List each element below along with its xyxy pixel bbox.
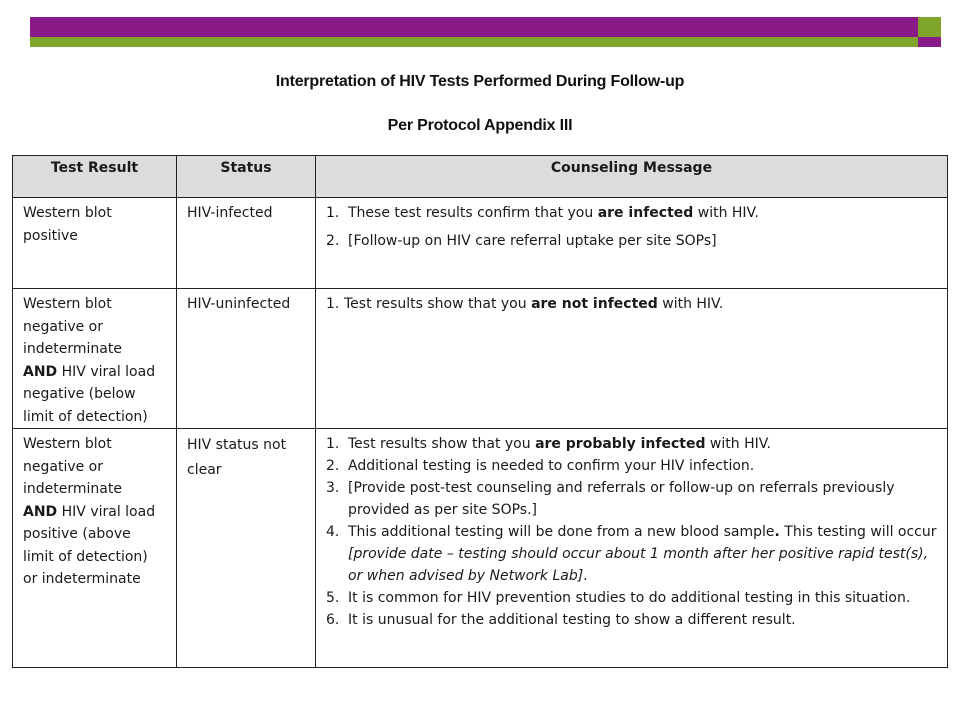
- text-run: .: [774, 524, 780, 540]
- message-item: [326, 230, 939, 252]
- text-run: with HIV.: [705, 436, 771, 452]
- counseling-cell: [316, 429, 948, 668]
- text-run: [Provide post-test counseling and referrals or follow-up on referrals previously provided as per site SOPs.]: [348, 480, 895, 518]
- message-list: [326, 293, 939, 315]
- text-run: AND: [23, 363, 58, 380]
- table-row: [13, 429, 948, 668]
- message-number: 1.: [326, 436, 340, 452]
- message-item: [326, 455, 939, 477]
- message-list: [326, 202, 939, 252]
- text-run: indeterminate: [23, 341, 122, 357]
- text-run: with HIV.: [693, 205, 759, 221]
- table-header-row: [13, 156, 948, 198]
- message-item: [326, 433, 939, 455]
- message-number: 3.: [326, 480, 340, 496]
- status-text: HIV-uninfected: [187, 296, 291, 312]
- text-run: Test results show that you: [344, 296, 532, 312]
- message-text: [348, 230, 939, 252]
- message-number: 2.: [326, 458, 340, 474]
- header-square-purple: [918, 37, 941, 47]
- text-run: are infected: [597, 205, 694, 221]
- header-square-green: [918, 17, 941, 37]
- test-result-cell: [13, 429, 177, 668]
- status-text: HIV status not: [187, 437, 287, 453]
- test-result-line: [23, 456, 168, 479]
- test-result-line: [23, 478, 168, 501]
- text-run: [provide date – testing should occur about 1 month after her positive rapid test(s), or when advised by Network Lab]: [348, 546, 929, 584]
- text-run: HIV viral load: [57, 503, 156, 520]
- text-run: are not infected: [531, 296, 658, 312]
- header-status: Status: [177, 156, 316, 198]
- message-text: [348, 477, 939, 521]
- test-result-line: [23, 523, 168, 546]
- message-item: [326, 521, 939, 587]
- text-run: or indeterminate: [23, 571, 141, 587]
- message-text: [348, 521, 939, 587]
- counseling-cell: [316, 198, 948, 289]
- text-run: It is unusual for the additional testing to show a different result.: [348, 612, 796, 628]
- text-run: negative (below: [23, 386, 136, 402]
- message-item: [326, 293, 939, 315]
- text-run: are probably infected: [535, 436, 706, 452]
- message-number: 1.: [326, 205, 340, 221]
- text-run: HIV viral load: [57, 363, 156, 380]
- status-text: clear: [187, 462, 222, 478]
- text-run: These test results confirm that you: [348, 205, 598, 221]
- message-item: [326, 477, 939, 521]
- test-result-line: [23, 338, 168, 361]
- status-text: HIV-infected: [187, 205, 273, 221]
- message-item: [326, 587, 939, 609]
- text-run: It is common for HIV prevention studies to do additional testing in this situation.: [348, 590, 911, 606]
- test-result-line: [23, 501, 168, 524]
- text-run: [Follow-up on HIV care referral uptake per site SOPs]: [348, 233, 717, 249]
- test-result-line: positive: [23, 227, 78, 244]
- message-number: 5.: [326, 590, 340, 606]
- interpretation-table: [12, 155, 948, 668]
- header-test-result: Test Result: [13, 156, 177, 198]
- text-run: positive (above: [23, 526, 131, 542]
- test-result-line: Western blot: [23, 205, 112, 221]
- text-run: Additional testing is needed to confirm your HIV infection.: [348, 458, 755, 474]
- table-row: [13, 198, 948, 289]
- message-number: 4.: [326, 524, 340, 540]
- table-row: [13, 289, 948, 429]
- message-text: [348, 202, 939, 224]
- text-run: limit of detection): [23, 548, 148, 565]
- header-bar-purple: [30, 17, 918, 37]
- text-run: with HIV.: [657, 296, 724, 312]
- text-run: AND: [23, 503, 58, 520]
- test-result-lines: [13, 429, 176, 591]
- test-result-line: [23, 293, 168, 316]
- header-counseling-message: Counseling Message: [316, 156, 948, 198]
- text-run: Western blot: [23, 436, 112, 452]
- counseling-cell: [316, 289, 948, 429]
- text-run: This additional testing will be done from a new blood sample: [348, 524, 775, 540]
- test-result-line: [23, 316, 168, 339]
- test-result-cell: [13, 198, 177, 289]
- text-run: .: [583, 568, 588, 584]
- status-cell: [177, 429, 316, 668]
- status-cell: [177, 198, 316, 289]
- text-run: Western blot: [23, 296, 112, 312]
- message-number: 6.: [326, 612, 340, 628]
- message-text: [348, 455, 939, 477]
- test-result-line: [23, 383, 168, 406]
- message-number: 2.: [326, 233, 340, 249]
- message-text: [344, 293, 939, 315]
- test-result-line: [23, 433, 168, 456]
- status-cell: [177, 289, 316, 429]
- text-run: negative or: [23, 318, 104, 335]
- page-title: Interpretation of HIV Tests Performed During Follow-up: [275, 73, 685, 90]
- page-subtitle: Per Protocol Appendix III: [387, 117, 573, 134]
- message-text: [348, 587, 939, 609]
- test-result-line: [23, 546, 168, 569]
- text-run: Test results show that you: [348, 436, 536, 452]
- message-item: [326, 202, 939, 224]
- text-run: negative or: [23, 458, 104, 475]
- test-result-cell: [13, 289, 177, 429]
- message-text: [348, 433, 939, 455]
- text-run: This testing will occur: [779, 524, 937, 540]
- test-result-line: [23, 568, 168, 591]
- text-run: limit of detection): [23, 408, 148, 425]
- test-result-line: [23, 406, 168, 429]
- message-number: 1.: [326, 296, 340, 312]
- message-text: [348, 609, 939, 631]
- message-item: [326, 609, 939, 631]
- message-list: [326, 433, 939, 631]
- text-run: indeterminate: [23, 481, 122, 497]
- header-bar-green: [30, 37, 918, 47]
- test-result-lines: [13, 289, 176, 428]
- test-result-line: [23, 361, 168, 384]
